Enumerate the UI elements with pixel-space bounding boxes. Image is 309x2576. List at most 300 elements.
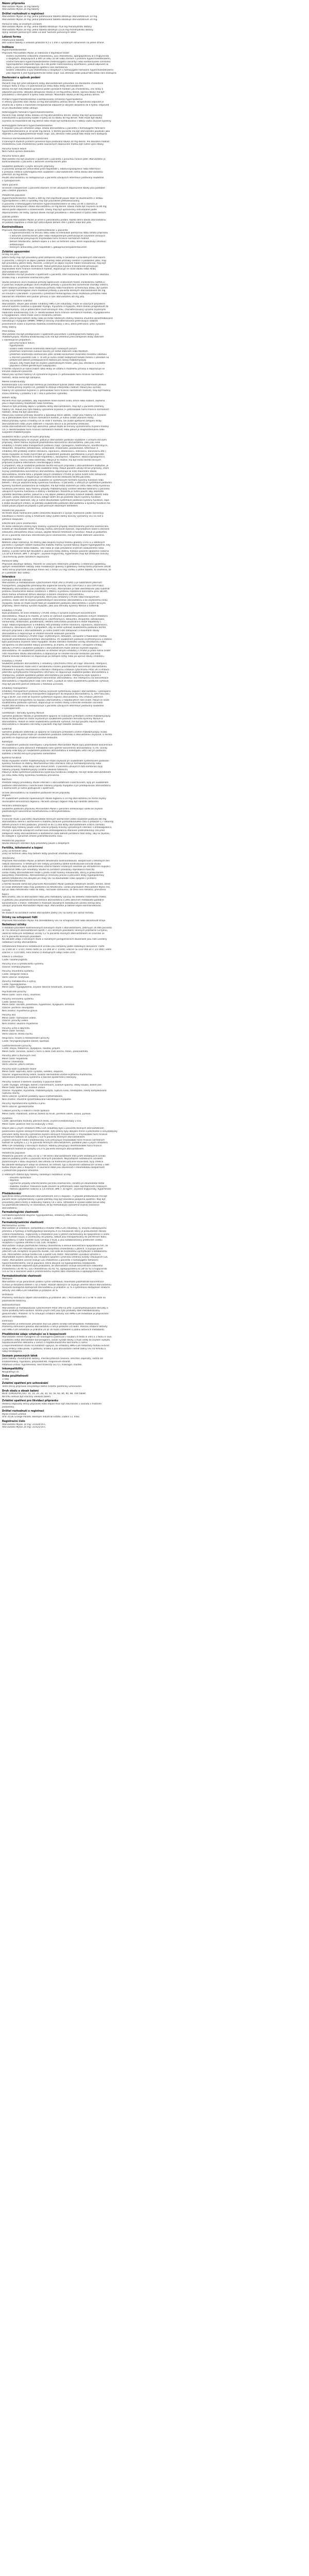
text-line: Neuplatňuje se. xyxy=(2,1370,20,1374)
text-line: kyseliny fusidové považováno za nezbytné, má být léčba statinem po celou dobu léčby kyselinou xyxy=(2,485,110,488)
text-line: Poruchy kůže a podkožní tkáně xyxy=(2,1067,37,1071)
text-line: přípravků zvážena alternativní (neinteragující) léčba. xyxy=(2,462,61,465)
list-item: - sexuální dysfunkce xyxy=(8,1176,31,1179)
section-heading: Držitel rozhodnutí o registraci xyxy=(2,1410,44,1413)
text-line: Není známo, zda se atorvastatin nebo jeho metabolity vylučují do lidského mateřského mléka. xyxy=(2,896,107,899)
text-line: překročit 20 mg denně. xyxy=(2,174,28,177)
text-line: Účinky na kosterní svalstvo xyxy=(2,300,32,303)
list-item: - předchozí anamnéza svalové toxicity při léčbě statinem nebo fibrátem xyxy=(8,350,88,353)
text-line: K dispozici jsou jen omezené údaje. Dávka atorvastatinu u pacientů s homozygotní familiární xyxy=(2,127,106,130)
text-line: dietu a jiná nefarmakologická opatření není dostatečná. xyxy=(6,66,68,69)
text-line: léčby statiny. xyxy=(2,326,17,329)
text-line: klinické sledování pacienta. xyxy=(2,370,33,374)
text-line: Ve tříleté studii hodnocené podle celkového dospívání a vývoje, hodnocení podle Tannerovy xyxy=(2,512,104,515)
text-line: požadavky. xyxy=(2,1405,14,1409)
text-line: ovlivnit kosterní svalstvo a způsobit myalgii, myositidu a myopatii, které mohou progredovat do xyxy=(2,306,109,309)
text-line: zahájením léčby atorvastatinem a dostatečně často během počáteční fáze léčby, aby se zajistilo, xyxy=(2,832,110,835)
text-line: individuálně a upravovány každé 4 týdny až na dávku 40 mg denně. Poté může být dávka xyxy=(2,117,102,120)
text-line: hepatocelulárního adenomu u samců a hepatocelulárního karcinomu u samic. xyxy=(2,1342,89,1345)
text-line: dávku atorvastatinu a doporučuje se vhodné klinické sledování těchto pacientů. xyxy=(2,476,91,479)
text-line: kontraindikován u pacientů s aktivním onemocněním jater. xyxy=(2,161,67,164)
text-line: Vzácné: trombocytopenie. xyxy=(2,965,31,969)
text-line: provedeny jaterní testy a sledovány hladiny CK v séru. Vzhledem k vysoké vazbě léčivé látky xyxy=(2,1201,106,1204)
text-line: Na základě dostupných údajů se očekává, že četnost, typ a závažnost nežádoucích účinků u dětí xyxy=(2,1163,110,1166)
text-line: rhabdomyolýzu. Hladina kreatinkinázy (CK) má být změřena před zahájením léčby statinem xyxy=(2,336,104,339)
text-line: Souběžné podávání léčivých přípravků, které jsou inhibitory CYP3A4 nebo transportních xyxy=(2,596,99,599)
text-line: Farmakoterapeutická skupina: hypolipidemika, inhibitory HMG-CoA reduktázy xyxy=(2,1214,88,1217)
text-line: Souběžné podávání s jinými léčivými přípravky xyxy=(2,165,55,168)
text-line: jiné možné příčiny zvýšení CK, protože to ztěžuje interpretaci hodnot. Pokud jsou výchozí xyxy=(2,386,101,389)
text-line: Pacienti musí být požádáni, aby neprodleně hlásili bolest svalů, křeče nebo slabost, zejména xyxy=(2,399,105,402)
section-heading: Interakce xyxy=(2,576,15,579)
text-line: Měření kreatinkinázy xyxy=(2,381,25,384)
text-line: se podává najednou a může být užita kdykoli během dne s jídlem nebo bez jídla. xyxy=(2,222,92,225)
section-heading: Název přípravku xyxy=(2,3,25,5)
text-line: Méně časté: noční můry, insomnie. xyxy=(2,993,41,996)
text-line: Na základě údajů z klinických studií a rozsáhlých poregistračních zkušeností jsou níže uvedeny xyxy=(2,938,107,941)
text-line: transportérů, polypeptidu přenášejícího organické anionty 1B1 (OATP1B1) a 1B3 (OATP1B3). xyxy=(2,585,105,588)
text-line: pozorováno zvýšení sérových transamináz. Tyto změny byly obvykle mírné a přechodné a nevyžadovaly xyxy=(2,1130,118,1133)
list-item: - situace, kdy může dojít ke zvýšení plazmatických hladin, jako jsou interakce a zvláštní xyxy=(8,362,106,365)
text-line: Vhodné klinické sledování se doporučuje po zahájení léčby nebo po úpravě dávky inhibitoru. xyxy=(2,655,105,658)
text-line: jako u běžné populace. xyxy=(2,190,28,193)
text-line: Kyselina fusidová xyxy=(2,757,22,760)
text-line: Velmi vzácné: ztráta sluchu. xyxy=(2,1032,33,1036)
text-line: atorvastatinem ukončit. xyxy=(2,270,29,274)
text-line: ATC kód: C10AA05 xyxy=(2,1217,23,1220)
text-line: Samotné podávání fibrátů je příležitostně spojeno se svalovými příhodami včetně rhabdomyolýzy. xyxy=(2,715,111,718)
text-line: indinaviru, darunaviru atd.). V případech, kdy se nelze vyhnout souběžnému podávání těchto xyxy=(2,626,106,630)
text-line: proteinů, může vést ke zvýšení plazmatických koncentrací atorvastatinu a ke zvýšenému riziku xyxy=(2,599,108,602)
text-line: Přípravek Atorvastatin Mylan je indikován k doplňkové léčbě: xyxy=(2,52,70,55)
text-line: Při léčbě některými statiny byly hlášeny výjimečné případy intersticiálního plicního onemocnění, xyxy=(2,525,109,528)
section-heading: Inkompatibility xyxy=(2,1368,23,1371)
text-line: Není známo: okulární myastenie. xyxy=(2,1022,39,1025)
section-heading: Fertilita, těhotenství a kojení xyxy=(2,846,43,850)
text-line: nižší maximální dávku atorvastatinu a doporučuje se vhodné klinické sledování pacienta. xyxy=(2,652,101,655)
text-line: s kolchicinem je nutno postupovat s opatrností. xyxy=(2,787,55,790)
text-line: Jaterní testy mají být provedeny před zahájením léčby a následně v pravidelných intervalech. xyxy=(2,256,106,259)
section-heading: Dávkování a způsob podání xyxy=(2,76,41,79)
section-heading: Předklinické údaje vztahující se k bezpečnosti xyxy=(2,1333,66,1336)
text-line: fusidovou přerušena. Byly hlášeny případy rhabdomyolýzy (včetně několika fatálních) u pacientů xyxy=(2,487,110,490)
text-line: Studie prevence cévní mozkové příhody agresivním snižováním hladin cholesterolu (SPARCL) xyxy=(2,281,106,284)
text-line: Velmi vzácné: jaterní selhání. xyxy=(2,1063,35,1066)
text-line: Časté: nazofaryngitida. xyxy=(2,958,28,961)
text-line: na lipidy však byly při souběžném podávání atorvastatinu a kolestipolu větší než při podávání xyxy=(2,750,106,753)
text-line: zřejmá do 2 týdnů a maximální terapeutická odpověď je obvykle dosažena do 4 týdnů. Odpověď xyxy=(2,104,109,107)
text-line: Časté: zácpa, flatulence, dyspepsie, nauzea, průjem. xyxy=(2,1047,61,1050)
text-line: Méně časté: tinnitus. xyxy=(2,1030,25,1033)
text-line: ukončilo léčbu pro nežádoucí účinky 5,2 % pacientů léčených atorvastatinem ve srovnání se xyxy=(2,932,105,935)
text-line: Není známo: imunitně zprostředkovaná nekrotizující myopatie. xyxy=(2,1098,72,1101)
text-line: po celou dobu léčby kyselinou fusidovou přerušena. xyxy=(2,774,60,777)
text-line: dlouhodobé zvýšení aktivity LDL receptorů spojené s příznivou změnou kvality cirkulujících LDL xyxy=(2,1256,108,1259)
text-line: hladinami kreatinkinázy (CK) (> desetinásobek horní hranice normálních hodnot), myoglobinemií xyxy=(2,311,110,314)
text-line: na plazmatické bílkoviny se neočekává, že by hemodialýza významně zvýšila clearance xyxy=(2,1204,99,1207)
text-line: Atorvastatin je selektivní, kompetitivní inhibitor HMG-CoA reduktázy, tj. enzymu katalyzujícího xyxy=(2,1227,107,1230)
text-line: Ve studiích na zvířatech neměl atorvastatin žádný vliv na samčí ani samičí fertilitu. xyxy=(2,912,94,915)
text-line: Kolestipol xyxy=(2,741,13,744)
text-line: Atorvastatin má být předepisován s opatrností pacientům s predispozičními faktory pro xyxy=(2,333,99,336)
text-line: podávání atorvastatinu s kolchicinem hlášeny případy myopatie a při předepisování atorvastatinu xyxy=(2,784,111,787)
section-heading: Druh obalu a obsah balení xyxy=(2,1389,39,1393)
text-line: aktivitu CYP3A4 a souběžné podávání s atorvastatinem může vést ke zvýšené expozici xyxy=(2,647,98,650)
text-line: Poruchy imunitního systému xyxy=(2,970,34,973)
text-line: Méně časté: pozitivní test na leukocyty v moči. xyxy=(2,1123,54,1126)
text-line: Ezetimib xyxy=(2,727,12,731)
text-line: inhibitory HIV proteázy včetně ritonaviru, lopinaviru, atazanaviru, indinaviru, darunaviru atd.). xyxy=(2,450,107,453)
text-line: kyseliny fusidové se statiny. Mechanismus této interakce (zda je farmakodynamický nebo xyxy=(2,762,101,766)
text-line: Poruchy jater a žlučových cest xyxy=(2,1055,36,1058)
text-line: nízké hustotě (VLDL) a uvolňovány do plazmy, odkud jsou transportovány do periferních tkání. xyxy=(2,1236,107,1239)
text-line: Přípravek obsahuje laktosu. Pacienti se vzácnými dědičnými problémy s intolerancí galaktosy, xyxy=(2,563,107,566)
text-line: Digoxin xyxy=(2,794,11,798)
text-line: Z těchto důvodů nemá být přípravek Atorvastatin Mylan podáván těhotným ženám, ženám, které xyxy=(2,883,111,886)
section-heading: Farmakologické vlastnosti xyxy=(2,1211,39,1214)
text-line: Vzácné: cholestáza. xyxy=(2,1060,24,1063)
text-line: Pokud jsou svalové příznaky závažné a způsobují denní obtíže, i když jsou hladiny CK zvýšené xyxy=(2,414,106,417)
text-line: klasifikace a měření výšky a hmotnosti nebyl zjištěn žádný klinicky významný vliv na růst a xyxy=(2,515,104,518)
text-line: i biochemicky podle národních doporučení. xyxy=(2,555,50,558)
text-line: s cyklosporinem. xyxy=(2,179,21,182)
text-line: Atorvastatin Mylan 10 mg: 31/424/14-C xyxy=(2,1423,46,1426)
text-line: Atorvastatin se po perorálním podání rychle vstřebává; maximální plazmatické koncentrace xyxy=(2,1281,104,1284)
text-line: atorvastatinu a doporučuje se vhodné klinické sledování pacienta. xyxy=(2,632,76,635)
text-line: Kojení xyxy=(2,893,9,896)
text-line: U potkanů nebyl atorvastatin kancerogenní, avšak vysoké dávky u myší vedly ke zvýšení výskytu xyxy=(2,1338,110,1342)
text-line: atorvastatinem nebo jiným statinem v nejnižší dávce a za pečlivého sledování. xyxy=(2,422,90,426)
text-line: hyperlipidemie u dětí a výsledky mají být pravidelně přehodnocovány. xyxy=(2,200,80,203)
text-line: nekrotizující myopatie (IMNM). IMNM je klinicky charakterizována přetrvávající slabostí xyxy=(2,320,98,323)
text-line: Méně časté: malátnost, astenie, bolest na hrudi, periferní edém, únava, pyrexie. xyxy=(2,1113,91,1115)
text-line: a/nebo mají v anamnéze onemocnění jater. xyxy=(2,277,50,280)
text-line: během 7 dnů po ukončení léčby kyselinou fusidovou. U pacientů, u kterých je systémové podávání xyxy=(2,482,112,485)
text-line: těchto příhod se proto může při souběžném podávání ezetimibu a atorvastatinu zvyšovat. U těchto xyxy=(2,734,112,737)
text-line: hladiny CK. Pokud jsou tyto hladiny významně zvýšené (> pětinásobek horní hranice normálních xyxy=(2,408,109,411)
text-line: v následujících případech: xyxy=(2,338,31,342)
text-line: Úplný seznam pomocných látek viz bod 'Seznam pomocných látek'. xyxy=(2,31,77,35)
text-line: Riziko myopatie včetně rhabdomyolýzy se může zvyšovat při souběžném systémovém podávání xyxy=(2,759,109,762)
section-heading: Seznam pomocných látek xyxy=(2,1354,38,1358)
text-line: Méně časté: rozmazané vidění. xyxy=(2,1016,37,1020)
text-line: zvláště při dlouhodobé léčbě. Příznaky mohou zahrnovat dušnost, neproduktivní kašel a zhoršení xyxy=(2,528,110,531)
text-line: nebyl teratogenní. xyxy=(2,1350,23,1353)
text-line: Atorvastatin je metabolizován cytochromem P450 3A4 na orto- a parahydroxylované deriváty a xyxy=(2,1307,108,1310)
text-line: citlivosti. Léčbu statinem lze znovu zahájit sedm dní po poslední dávce kyseliny fusidové. xyxy=(2,496,101,499)
text-line: LDL. Atorvastatin snižuje tvorbu LDL a počet LDL částic. Atorvastatin vyvolává výrazné a xyxy=(2,1253,101,1256)
text-line: kyseliny fibrové, antivirotik k léčbě hepatitidy C (boceprevir, telaprevir, elbasvir/grazoprevir), xyxy=(2,456,106,459)
section-heading: Doba použitelnosti xyxy=(2,1375,28,1378)
text-line: vorikonazol, itrakonazol, posakonazol, některá antivirotika používaná k léčbě hepatitidy C xyxy=(2,621,101,624)
text-line: Přípravek Atorvastatin Mylan je během těhotenství kontraindikován. Bezpečnost u těhotných žen xyxy=(2,860,110,863)
text-line: hypercholesterolemií. xyxy=(2,880,26,883)
text-line: koncentracím v mléce. Vzhledem k možnosti závažných nežádoucích účinků nemají ženy xyxy=(2,902,101,905)
text-line: zvážit pouze případ od případu a pod pečlivým lékařským dohledem. xyxy=(2,505,79,508)
text-line: pacientů se doporučuje vhodné klinické sledování. xyxy=(2,736,58,739)
section-heading: Registrační číslo xyxy=(2,1420,25,1423)
section-heading: Předávkování xyxy=(2,1192,21,1195)
text-line: pacientů s vysokým rizikem budoucího diabetu mohou vyvolat takový stupeň hyperglykemie, kdy xyxy=(2,544,111,547)
text-line: zvyšovat plazmatické koncentrace atorvastatinu. Při souběžném podávání erythromycinu a statinů xyxy=(2,638,112,641)
text-line: Porucha funkce jater xyxy=(2,155,25,158)
text-line: Poruchy nervového systému xyxy=(2,998,34,1001)
text-line: atorvastatinu a jeho aktivních metabolitů nižší (poměr koncentrací atorvastatinu: 0,74). Účinky xyxy=(2,747,108,750)
text-line: Atorvastatin má být používán s opatrností u pacientů s poruchou funkce jater. Atorvastatin je xyxy=(2,158,106,161)
text-line: Ženy ve fertilním věku xyxy=(2,850,27,853)
text-line: glukuronidací. Přibližně 70 % cirkulující inhibiční aktivity vůči HMG-CoA reduktáze je připisováno xyxy=(2,1313,109,1315)
text-line: Při souběžném podávání opakovaných dávek digoxinu a 10 mg atorvastatinu se mírně zvýšily xyxy=(2,798,106,800)
text-line: Pacienti mají zahájit léčbu dávkou 10 mg atorvastatinu denně. Dávky mají být upravovány xyxy=(2,114,102,117)
text-line: normálních hodnot) se vyskytlo u 0,8 % pacientů léčených atorvastatinem. xyxy=(2,1136,85,1139)
text-line: Ženy ve fertilním věku mají během léčby používat vhodnou antikoncepci. xyxy=(2,853,83,856)
text-line: Vzhledem k dvojímu mechanismu interakce rifampicinu (indukce cytochromu P450 3A a inhibice xyxy=(2,668,109,671)
text-line: Méně časté: kopřivka, kožní vyrážka, svědění, alopecie. xyxy=(2,1071,64,1074)
text-line: hypercholesterolemií, což je populace, která obvykle na hypolipidemika neodpovídá. xyxy=(2,1262,96,1265)
text-line: Potahovaná tableta. xyxy=(2,39,25,42)
text-line: normálních hodnot se vyskytly u 0,4 % pacientů léčených atorvastatinem. xyxy=(2,1147,84,1150)
text-line: Vyšetření xyxy=(2,1117,13,1120)
text-line: Pokud se tyto příznaky objeví v průběhu léčby atorvastatinem, mají být u pacienta změřeny xyxy=(2,405,104,408)
text-line: rovnovážné koncentrace digoxinu. Pacienti užívající digoxin mají být náležitě sledováni. xyxy=(2,800,99,803)
text-line: Pokud příznaky vymizí a hladiny CK se vrátí k normálu, lze zvážit opětovné zahájení léčby xyxy=(2,419,101,422)
text-line: Velmi vzácné: syndrom podobný lupus erythematodes. xyxy=(2,1095,63,1098)
text-line: doplněk k jiné hypolipidemické léčbě (např. LDL aferéza) nebo pokud tato léčba není dostupná. xyxy=(2,133,108,136)
list-item: - s aktivním onemocněním jater nebo neobjasněným přetrvávajícím zvýšením sérových xyxy=(8,234,106,238)
text-line: Těhotenství xyxy=(2,857,15,860)
text-line: Porucha funkce ledvin xyxy=(2,147,27,150)
text-line: Použití atorvastatinu se nedoporučuje u pacientů užívajících letermovir podávaný souběžně xyxy=(2,177,104,180)
text-line: hodnot se vyskytlo u 2,5 % pacientů léčených atorvastatinem, podobně jako u jiných inhibitorů xyxy=(2,1142,108,1145)
text-line: vychytávacích transportérů na expozici atorvastatinu v hepatocytech není znám. Pokud se nelze xyxy=(2,699,110,702)
section-heading: Léková forma xyxy=(2,36,21,39)
text-line: Starší pacienti xyxy=(2,184,18,187)
text-line: V případech, kdy je souběžné podávání těchto léčivých přípravků s atorvastatinem nezbytné, je xyxy=(2,464,109,467)
list-item: - antikoncepci xyxy=(8,243,24,246)
text-line: je vhodná formální léčba diabetu. Toto riziko je však převáženo snížením vaskulárního rizika xyxy=(2,547,104,550)
text-line: Ve studii dávkové odpovědi bylo prokázáno, že atorvastatin snižuje koncentrace celkového xyxy=(2,1265,103,1268)
section-heading: Indikace xyxy=(2,46,14,49)
text-line: Dávkování xyxy=(2,79,14,82)
text-line: vyšší výskyt hemoragické cévní mozkové příhody u pacientů léčených atorvastatinem 80 mg xyxy=(2,290,106,293)
text-line: atorvastatinu. Pokud se nelze souběžnému podávání vyhnout, má být použita nejnižší dávka xyxy=(2,720,105,723)
text-line: Atorvastatin, stejně jako ostatní inhibitory HMG-CoA reduktázy, může ve vzácných případech xyxy=(2,302,106,306)
text-line: V klinické studii u pacientů dlouhodobě léčených warfarinem vedlo souběžné podávání 80 mg xyxy=(2,818,107,821)
text-line: lakunárním infarktem není poměr přínosů a rizik atorvastatinu 80 mg jistý. xyxy=(2,295,85,298)
text-line: úplným nedostatkem laktázy nebo malabsorpcí glukosy a galaktosy nemají tento přípravek užívat. xyxy=(2,566,112,569)
section-heading: Farmakokinetické vlastnosti xyxy=(2,1275,42,1278)
list-item: - s hypersenzitivitou na léčivou látku nebo na kteroukoli pomocnou látku tohoto přípravku xyxy=(8,232,108,235)
text-line: prováděna v intervalech 4 týdnů nebo delších. Maximální dávka je 80 mg jednou denně. xyxy=(2,94,100,97)
section-heading: Farmakodynamické vlastnosti xyxy=(2,1222,44,1225)
text-line: Respirační, hrudní a mediastinální poruchy xyxy=(2,1037,50,1040)
text-line: jako doplněk k jiné hypolipidemické léčbě (např. LDL aferéza) nebo pokud tato léčba není dostupná. xyxy=(6,72,117,75)
text-line: (≥ 1/100 až < 1/10); méně časté (≥ 1/1 000 až < 1/100); vzácné (≥ 1/10 000 až < 1/1 000); velmi xyxy=(2,948,112,951)
text-line: Méně časté: zvracení, bolest v horní a dolní části břicha, říhání, pankreatitida. xyxy=(2,1050,89,1053)
text-line: hlášeny případy rhabdomyolýzy (včetně několika fatálních). xyxy=(2,768,68,771)
text-line: 3 roky xyxy=(2,1378,9,1381)
text-line: Riziko myopatie se může zvýšit také při souběžném podávání gemfibrozilu a jiných derivátů xyxy=(2,453,104,456)
text-line: Účinky na játra xyxy=(2,253,19,257)
list-item: - během těhotenství, během kojení a u žen ve fertilním věku, které nepoužívají vhodnou xyxy=(8,240,106,243)
list-item: - osobní nebo rodinná anamnéza dědičných svalových poruch xyxy=(8,347,77,350)
text-line: Průměrný eliminační poločas atorvastatinu u lidí je přibližně 14 hodin. Poločas inhibiční aktivity xyxy=(2,1326,108,1329)
text-line: Atorvastatin Mylan 20 mg: jedna tableta obsahuje 153,6 mg monohydrátu laktosy. xyxy=(2,28,94,31)
text-line: Samotné podávání ezetimibu je spojeno se svalovými příhodami včetně rhabdomyolýzy. Riziko xyxy=(2,731,107,734)
text-line: Pediatrická populace xyxy=(2,1152,25,1155)
text-line: jaterního vychytávacího transportéru OATP1B1) se doporučuje souběžné podání atorvastatinu a xyxy=(2,671,109,674)
text-line: Hypercholesterolemie: Použití u dětí by měl zajišťovat pouze lékař se zkušenostmi s léčbou xyxy=(2,197,103,200)
text-line: rupturou šlachy. xyxy=(2,1092,20,1095)
text-line: Atorvastatin Mylan 10 mg tablety xyxy=(2,5,40,8)
text-line: budou stejné jako u dospělých. V současné době jsou zkušenosti s dlouhodobou bezpečností xyxy=(2,1166,105,1170)
text-line: Časté: hyperglykemie. xyxy=(2,983,27,986)
text-line: Přípravek Atorvastatin Mylan je kontraindikován u pacientů: xyxy=(2,229,68,232)
text-line: s cyklosporinem. xyxy=(2,707,21,710)
text-line: pohlavní dospívání. xyxy=(2,518,24,521)
text-line: významným snížením plazmatických koncentrací atorvastatinu. Vliv rifampicinu na koncentrace xyxy=(2,677,109,680)
text-line: Dávka má být individuálně upravena podle výchozích hodnot LDL-cholesterolu, cíle léčby a xyxy=(2,88,104,91)
text-line: 4,0 % pacientů léčených placebem. xyxy=(2,935,42,938)
text-line: Atorvastatin Mylan 20 mg: Jedna potahovaná tableta obsahuje atorvastatinum 20 mg. xyxy=(2,18,98,21)
text-line: obecně podobný profilu u pacientů léčených placebem. Nejčastějším nežádoucím účinkem xyxy=(2,1158,103,1161)
text-line: nebyla stanovena. U těhotných žen nebyly provedeny žádné kontrolované klinické studie xyxy=(2,862,101,866)
text-line: Eliminace xyxy=(2,1320,13,1323)
text-line: souběžnému podávání vyhnout, doporučuje se snížení dávky a klinické sledování účinnosti. xyxy=(2,702,104,705)
text-line: Hypercholesterolemie xyxy=(2,49,27,52)
text-line: proteinu mnohočetné lékové rezistence 1 (MDR1) a proteinu rezistence karcinomu prsu (BCRP), xyxy=(2,590,108,594)
text-line: Účinnost a bezpečnost u pacientů starších 70 let užívajících doporučené dávky jsou podobné xyxy=(2,187,105,190)
text-line: Méně časté: hepatitida. xyxy=(2,1057,28,1060)
text-line: Při souběžném podávání kolestipolu s přípravkem Atorvastatin Mylan byly plazmatické koncentrace xyxy=(2,743,113,747)
text-line: sledováni až do vymizení abnormalit. Pokud přetrvává zvýšení transamináz převyšující xyxy=(2,265,98,268)
text-line: Potahová vrstva: hypromelosa, oxid titaničitý (E171), makrogol, mastek. xyxy=(2,1363,82,1366)
text-line: během prvních 4 dnů podávání, přičemž se do 15 dnů léčby atorvastatinem vrátil k normálu. xyxy=(2,823,106,826)
text-line: Odhadované frekvence nežádoucích účinků jsou seřazeny podle následující konvence: časté xyxy=(2,945,105,948)
text-line: snižující dietu a mají v ní pokračovat po celou dobu léčby atorvastatinem. xyxy=(2,85,84,88)
text-line: Atorvastatin Mylan 10 mg: Jedna potahovaná tableta obsahuje atorvastatinum 10 mg. xyxy=(2,15,98,19)
text-line: Vzácné: angioneurotický edém, bulózní dermatitida včetně erythema multiforme, xyxy=(2,1073,93,1076)
text-line: a myoglobinurií, která může vést k renálnímu selhání. xyxy=(2,314,62,317)
text-line: V klinických studiích primární prevence byla podávána dávka 10 mg denně. Pro dosažení hodnot xyxy=(2,140,110,143)
text-line: Přestože byly hlášeny pouze velmi vzácné případy klinicky významných interakcí s antikoagulancii, xyxy=(2,826,112,829)
text-line: částic. Atorvastatin účinně snižuje LDL-cholesterol u pacientů s homozygotní familiární xyxy=(2,1259,98,1262)
text-line: Mechanismus účinku xyxy=(2,1224,25,1227)
text-line: inhibitorům HMG-CoA reduktázy. Studie na zvířatech prokázaly reprodukční toxicitu. xyxy=(2,869,95,872)
text-line: u pediatrické populace omezené. xyxy=(2,1169,39,1172)
text-line: užívajících kyselinu fusidovou a statiny v kombinaci. Pacienta je nutno poučit, aby okamžitě xyxy=(2,490,104,494)
text-line: Prevence kardiovaskulárních onemocnění xyxy=(2,137,48,140)
text-line: Časté: faryngolaryngeální bolest, epistaxe. xyxy=(2,1040,50,1043)
text-line: doporučeného cíle léčby. Úprava dávek má být prováděna v intervalech 4 týdnů nebo delších. xyxy=(2,211,107,214)
list-item: - léčených antivirotiky proti hepatitidě C glekaprevirem/pibrentasvirem xyxy=(8,246,87,249)
text-line: Diabetes mellitus xyxy=(2,538,22,541)
text-line: V databázi placebem kontrolovaných klinických studií s atorvastatinem, zahrnující 16 066 pacientů xyxy=(2,926,112,929)
text-line: plazmatické bílkoviny. xyxy=(2,1299,27,1302)
text-line: na ≤ pětinásobek horní hranice normálních hodnot, je nutno zvážit ukončení léčby. xyxy=(2,417,94,420)
text-line: cholesterolu (LDL-cholesterolu) podle současných doporučení mohou být nutné vyšší dávky. xyxy=(2,143,104,146)
text-line: ve srovnání s placebem. U pacientů s předchozí hemoragickou cévní mozkovou příhodou nebo xyxy=(2,293,107,296)
text-line: Poruchy metabolismu a výživy xyxy=(2,980,36,984)
text-line: statiny, a proto nemá být důvodem k ukončení léčby statiny. Rizikoví pacienti (glykemie nalačno xyxy=(2,550,109,553)
text-line: Inhibitory CYP3A4 xyxy=(2,609,22,612)
text-line: během těhotenství má obvykle jen malý vliv na dlouhodobé riziko spojené s primární xyxy=(2,877,97,880)
text-line: Není nutná úprava dávkování. xyxy=(2,150,36,154)
text-line: Blistr (OPA/Al/PVC//Al): 10, 14, 20, 28, 30, 50, 56, 60, 84, 90, 98, 100 tablet. xyxy=(2,1393,87,1396)
text-line: Za výjimečných okolností, kdy je nutné dlouhodobé systémové podávání kyseliny fusidové, např. xyxy=(2,499,110,502)
text-line: Inhibitory transportních proteinů mohou zvyšovat systémovou expozici atorvastatinu. Cyklosporin xyxy=(2,690,111,693)
text-line: Mylan Ireland Limited xyxy=(2,1413,26,1416)
list-item: - předchozí anamnéza onemocnění jater a/nebo konzumace značného množství alkoholu xyxy=(8,353,107,356)
text-line: Z experimentálních studií na zvířatech vyplývá, že inhibitory HMG-CoA reduktázy mohou ovlivnit xyxy=(2,1344,110,1347)
section-heading: Kontraindikace xyxy=(2,226,23,229)
text-line: přeměnu 3-hydroxy-3-methylglutaryl-koenzymu A na mevalonát, který je prekurzorem sterolů xyxy=(2,1230,107,1233)
text-line: Atorvastatin je metabolizován cytochromem P450 3A4 (CYP3A4) a je substrátem jaterních xyxy=(2,582,102,585)
text-line: zvyšují plazmatickou koncentraci atorvastatinu, doporučuje se nižší maximální dávka xyxy=(2,470,97,473)
text-line: Pomocné látky se známým účinkem xyxy=(2,23,42,26)
text-line: znovu změřeny v průběhu 5 až 7 dnů k potvrzení výsledků. xyxy=(2,392,68,395)
text-line: odpovědi pacienta. Obvyklá zahajovací dávka je 10 mg jednou denně. Úprava dávky má být xyxy=(2,91,105,94)
text-line: přípravky, které mohou zvyšovat plazmatickou koncentraci atorvastatinu, jako jsou silné xyxy=(2,442,100,445)
text-line: vzácné (< 1/10 000), není známo (z dostupných údajů nelze určit). xyxy=(2,951,76,954)
text-line: Pediatrická populace xyxy=(2,509,25,512)
text-line: Studie lékových interakcí byly provedeny pouze u dospělých. xyxy=(2,842,70,845)
text-line: Během léčby xyxy=(2,397,16,400)
text-line: 5,6 až 6,9 mmol/l, BMI > 30 kg/m², zvýšené triglyceridy, hypertenze) mají být sledováni klinicky xyxy=(2,553,109,556)
section-heading: Zvláštní opatření pro likvidaci přípravku xyxy=(2,1400,59,1403)
text-line: vyhledal lékařskou pomoc, pokud se u něj objeví jakékoli příznaky svalové slabosti, bolesti nebo xyxy=(2,493,109,496)
text-line: U pacientů, u kterých se objeví jakékoli známky nebo příznaky svědčící o poškození jater, mají xyxy=(2,259,107,262)
text-line: Léčba atorvastatinem musí být ukončena, pokud dojde ke klinicky významnému zvýšení hladiny xyxy=(2,426,109,429)
text-line: Unit 35/36 Grange Parade, Baldoyle Industrial Estate, Dublin 13, Irsko xyxy=(2,1416,79,1419)
text-line: být po dobu těhotenství nebo do doby, než bude stanoveno, že žena není těhotná, přerušena. xyxy=(2,889,107,892)
text-line: hodnot), léčba nemá být zahájena. xyxy=(2,376,41,379)
text-line: inhibitory CYP3A4 nebo transportních proteinů (např. cyklosporin, telithromycin, klarithromycin, xyxy=(2,444,108,447)
text-line: Velmi vzácné: anafylaxe. xyxy=(2,976,30,979)
text-line: Bylo prokázáno, že silné inhibitory CYP3A4 vedou k výrazně zvýšeným koncentracím xyxy=(2,612,96,615)
text-line: Některé údaje naznačují, že statiny jako skupina zvyšují hladinu glukózy v krvi a u některých xyxy=(2,541,105,544)
text-line: Pediatrickí pacienti ve věku 10 až 17 let léčení atorvastatinem měli profil nežádoucích účinků xyxy=(2,1155,106,1158)
text-line: Pokud jsou výchozí hladiny CK významně zvýšené (> pětinásobek horní hranice normálních xyxy=(2,374,104,377)
text-line: Atorvastatin Mylan 20 mg tablety xyxy=(2,8,40,11)
text-line: Kolchicin xyxy=(2,778,12,782)
text-line: Způsob podání xyxy=(2,216,19,219)
text-line: Atorvastatin snižuje plazmatické hladiny cholesterolu a sérové koncentrace lipoproteinů tím, že xyxy=(2,1244,108,1247)
text-line: rhabdomyolýzy, což je potenciálně život ohrožující stav, charakterizovaný výrazně zvýšenými xyxy=(2,309,106,311)
text-line: včetně cholesterolu. Triglyceridy a cholesterol jsou v játrech začleňovány do lipoproteinů o velmi xyxy=(2,1233,110,1236)
text-line: které mohou omezovat střevní absorpci a biliární clearance atorvastatinu. xyxy=(2,593,84,596)
text-line: denně podle odpovědi a snášenlivosti. Dávky mají být upravovány individuálně podle xyxy=(2,209,97,211)
text-line: pozorovaným v obou skupinách, bez ohledu na hodnocení příčinné souvislosti, byly infekce. xyxy=(2,1160,104,1163)
text-line: hypercholesterolemií je 10 až 80 mg denně. U těchto pacientů má být atorvastatin používán jako xyxy=(2,130,110,133)
text-line: přerušení léčby. Klinicky významné zvýšení sérových transamináz (> trojnásobek horní hranice xyxy=(2,1133,108,1136)
text-line: U pacientů s heterozygotní familiární hypercholesterolemií ve věku 10 let a starších je xyxy=(2,202,98,206)
text-line: Poruchy reprodukčního systému a prsu xyxy=(2,1103,45,1106)
section-heading: Držitel rozhodnutí o registraci xyxy=(2,12,44,15)
text-line: Souběžné podávání přípravku Atorvastatin Mylan s perorální antikoncepcí vedlo ke zvýšení xyxy=(2,807,103,810)
text-line: snížení zvýšeného celkového cholesterolu, LDL-cholesterolu, apolipoproteinu B a triglyceridů xyxy=(6,55,109,58)
section-heading: Nežádoucí účinky xyxy=(2,924,27,927)
text-line: Veškerý nepoužitý léčivý přípravek nebo odpad musí být zlikvidován v souladu s místními xyxy=(2,1403,102,1406)
list-item: - přítomnost dalších predispozičních faktorů pro rozvoj rhabdomyolýzy xyxy=(8,359,87,362)
text-line: doporučená zahajovací dávka atorvastatinu 10 mg denně. Dávka může být zvýšena na 80 mg xyxy=(2,206,107,209)
section-heading: Zvláštní upozornění xyxy=(2,250,30,253)
text-line: se při dlouhodobé léčbě udržuje. xyxy=(2,107,39,110)
list-item: - populace včetně genetických subpopulací xyxy=(8,365,57,368)
text-line: Přípravek Atorvastatin Mylan je určen k perorálnímu podání. Každá denní dávka atorvastatinu xyxy=(2,218,106,222)
text-line: jsou-li doprovázeny malátností nebo horečkou. xyxy=(2,402,54,405)
text-line: Primární hypercholesterolemie a kombinovaná (smíšená) hyperlipidemie xyxy=(2,98,83,101)
